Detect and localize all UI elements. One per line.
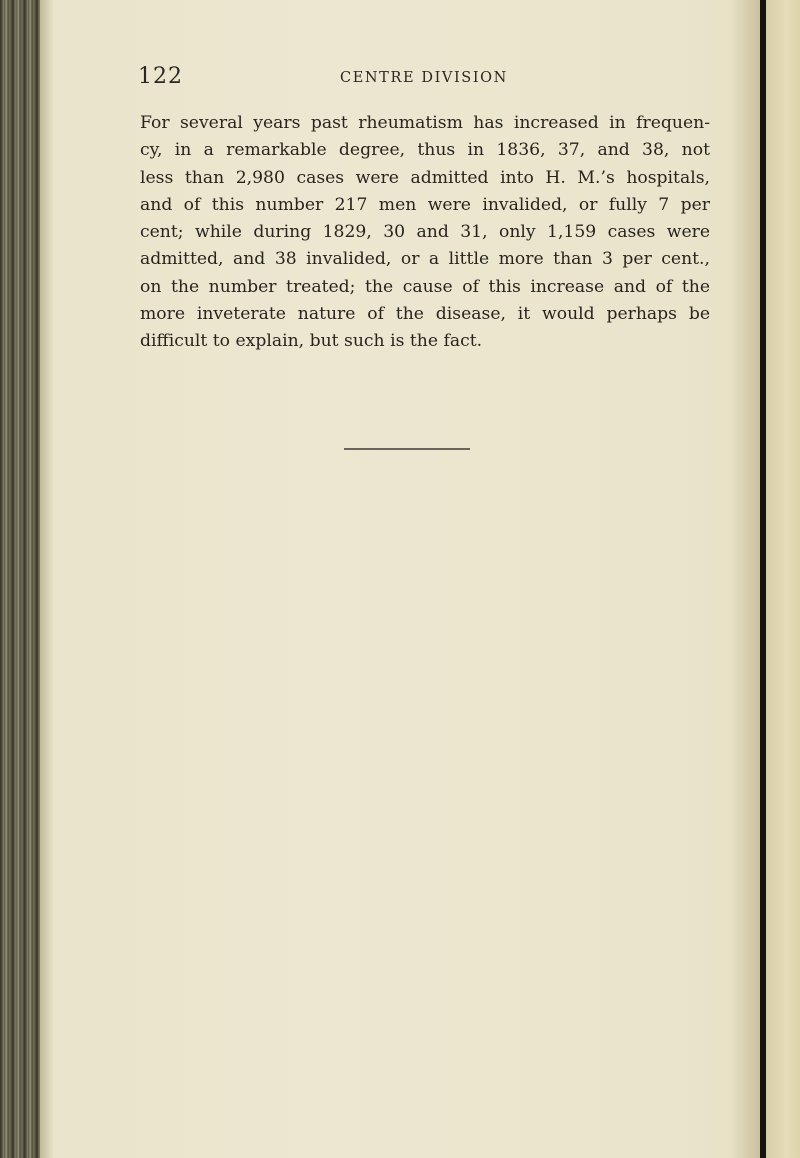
paragraph-line: difficult to explain, but such is the fact. [140,331,483,352]
paragraph-line: and of this number 217 men were invalided, or fully 7 per [140,194,710,215]
paragraph-line: cy, in a remarkable degree, thus in 1836, 37, and 38, not [140,140,710,161]
paragraph-line: more inveterate nature of the disease, it would perhaps be [140,304,710,325]
page-edge-shadow [730,0,760,1158]
paragraph-line: less than 2,980 cases were admitted into H. M.’s hospitals, [140,167,710,188]
book-binding [0,0,40,1158]
paragraph [140,110,710,356]
facing-page-edge [766,0,800,1158]
paragraph-line: on the number treated; the cause of this increase and of the [140,276,710,297]
section-divider [344,448,470,450]
gutter-shadow [40,0,54,1158]
running-head [138,64,698,92]
section-title: CENTRE DIVISION [340,70,508,86]
page-number: 122 [138,64,183,89]
paragraph-line: For several years past rheumatism has increased in frequen- [140,113,710,133]
paragraph-line: admitted, and 38 invalided, or a little more than 3 per cent., [140,249,710,270]
paragraph-line: cent; while during 1829, 30 and 31, only 1,159 cases were [140,222,710,243]
